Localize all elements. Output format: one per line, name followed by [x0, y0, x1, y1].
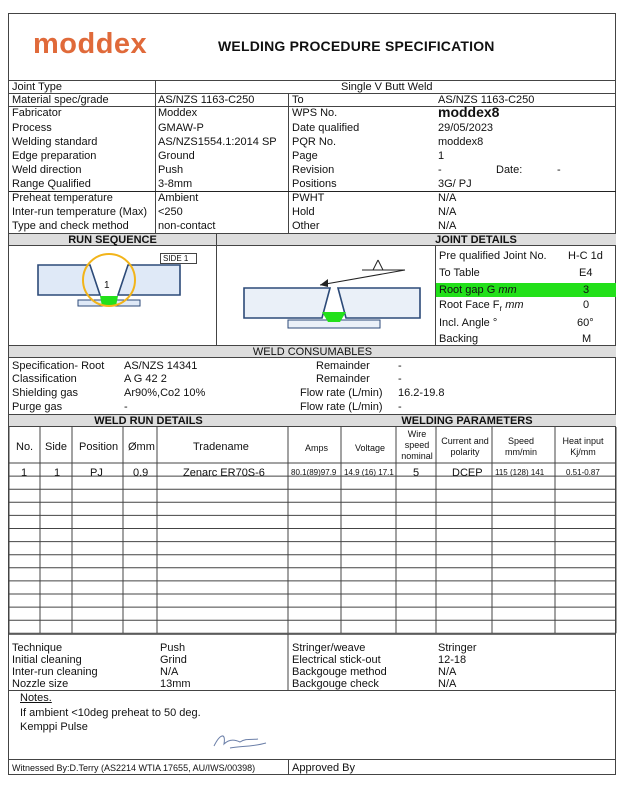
backing-label: Backing — [439, 333, 479, 345]
row-wire-speed: 5 — [413, 467, 420, 479]
row-heat-input: 0.51-0.87 — [566, 468, 600, 477]
range-label: Range Qualified — [12, 178, 91, 190]
remainder-2-value: - — [398, 373, 402, 385]
classification-value: A G 42 2 — [124, 373, 167, 385]
positions-label: Positions — [292, 178, 337, 190]
to-value: AS/NZS 1163-C250 — [438, 94, 535, 106]
root-face-value: 0 — [583, 299, 590, 311]
col-heat-input: Heat input Kj/mm — [562, 436, 604, 457]
notes-title: Notes. — [20, 692, 52, 704]
remainder-1-value: - — [398, 360, 402, 372]
incl-angle-value: 60° — [577, 317, 594, 329]
col-no: No. — [16, 441, 34, 453]
root-face-label: Root Face $F_r$ mm — [439, 299, 524, 314]
side-label: SIDE 1 — [160, 253, 197, 264]
joint-details-title: JOINT DETAILS — [216, 233, 616, 246]
purge-gas-value: - — [124, 401, 128, 413]
row-tradename: Zenarc ER70S-6 — [183, 467, 265, 479]
other-label: Other — [292, 220, 320, 232]
row-voltage: 14.9 (16) 17.1 — [344, 468, 394, 477]
process-label: Process — [12, 122, 52, 134]
weld-direction-label: Weld direction — [12, 164, 82, 176]
wps-no-value: moddex8 — [438, 104, 500, 120]
backgouge-method-label: Backgouge method — [292, 666, 387, 678]
signature-stroke — [214, 736, 266, 748]
row-current: DCEP — [452, 467, 483, 479]
backgouge-check-label: Backgouge check — [292, 678, 379, 690]
interrun-temp-label: Inter-run temperature (Max) — [12, 206, 148, 218]
hold-label: Hold — [292, 206, 315, 218]
classification-label: Classification — [12, 373, 77, 385]
shielding-gas-value: Ar90%,Co2 10% — [124, 387, 206, 399]
initial-cleaning-label: Initial cleaning — [12, 654, 82, 666]
page-label: Page — [292, 150, 318, 162]
check-method-value: non-contact — [158, 220, 216, 232]
row-position: PJ — [90, 467, 103, 479]
welding-parameters-title: WELDING PARAMETERS — [288, 414, 616, 427]
flow-rate-1-label: Flow rate (L/min) — [300, 387, 383, 399]
fabricator-value: Moddex — [158, 107, 198, 119]
wps-no-label: WPS No. — [292, 107, 338, 119]
run-number: 1 — [104, 280, 110, 291]
prequalified-label: Pre qualified Joint No. — [439, 250, 547, 262]
row-speed: 115 (128) 141 — [495, 468, 545, 477]
row-no: 1 — [21, 467, 28, 479]
root-gap-label: Root gap G mm — [439, 284, 517, 296]
incl-angle-label: Incl. Angle ° — [439, 317, 498, 329]
company-logo: moddex — [33, 28, 148, 60]
weld-consumables-title: WELD CONSUMABLES — [9, 345, 616, 358]
range-value: 3-8mm — [158, 178, 193, 190]
note-line: Kemppi Pulse — [20, 721, 88, 733]
standard-label: Welding standard — [12, 136, 98, 148]
check-method-label: Type and check method — [12, 220, 129, 232]
witnessed-by: Witnessed By:D.Terry (AS2214 WTIA 17655, AU/IWS/00398) — [12, 763, 256, 773]
stringer-label: Stringer/weave — [292, 642, 366, 654]
fabricator-label: Fabricator — [12, 107, 62, 119]
pwht-label: PWHT — [292, 192, 325, 204]
to-label: To — [292, 94, 304, 106]
backgouge-check-value: N/A — [438, 678, 457, 690]
signature — [210, 730, 270, 752]
technique-label: Technique — [12, 642, 63, 654]
hold-value: N/A — [438, 206, 457, 218]
col-speed: Speed mm/min — [505, 436, 537, 457]
stringer-value: Stringer — [438, 642, 477, 654]
note-line: If ambient <10deg preheat to 50 deg. — [20, 707, 201, 719]
pqr-no-value: moddex8 — [438, 136, 484, 148]
interrun-cleaning-value: N/A — [160, 666, 179, 678]
page-value: 1 — [438, 150, 445, 162]
stickout-label: Electrical stick-out — [292, 654, 381, 666]
col-wire-speed: Wire speed nominal — [401, 429, 433, 461]
col-diameter: Ømm — [128, 441, 155, 453]
flow-rate-1-value: 16.2-19.8 — [398, 387, 445, 399]
other-value: N/A — [438, 220, 457, 232]
to-table-value: E4 — [579, 267, 593, 279]
weld-direction-value: Push — [158, 164, 184, 176]
backing-value: M — [582, 333, 592, 345]
flow-rate-2-label: Flow rate (L/min) — [300, 401, 383, 413]
date-qualified-value: 29/05/2023 — [438, 122, 494, 134]
interrun-temp-value: <250 — [158, 206, 183, 218]
col-position: Position — [79, 441, 119, 453]
row-side: 1 — [54, 467, 61, 479]
revision-date-value: - — [557, 164, 561, 176]
pwht-value: N/A — [438, 192, 457, 204]
stickout-value: 12-18 — [438, 654, 467, 666]
backgouge-method-value: N/A — [438, 666, 457, 678]
root-gap-value: 3 — [583, 284, 590, 296]
prequalified-value: H-C 1d — [568, 250, 603, 262]
nozzle-size-label: Nozzle size — [12, 678, 69, 690]
standard-value: AS/NZS1554.1:2014 SP — [158, 136, 277, 148]
to-table-label: To Table — [439, 267, 480, 279]
pqr-no-label: PQR No. — [292, 136, 337, 148]
col-tradename: Tradename — [193, 441, 249, 453]
spec-root-value: AS/NZS 14341 — [124, 360, 198, 372]
row-amps: 80.1(89)97.9 — [291, 468, 337, 477]
edge-prep-value: Ground — [158, 150, 195, 162]
joint-type-value: Single V Butt Weld — [341, 81, 433, 93]
flow-rate-2-value: - — [398, 401, 402, 413]
shielding-gas-label: Shielding gas — [12, 387, 79, 399]
col-current-polarity: Current and polarity — [441, 436, 489, 457]
approved-by: Approved By — [292, 762, 355, 774]
revision-date-label: Date: — [496, 164, 523, 176]
nozzle-size-value: 13mm — [160, 678, 191, 690]
purge-gas-label: Purge gas — [12, 401, 63, 413]
remainder-2-label: Remainder — [316, 373, 370, 385]
interrun-cleaning-label: Inter-run cleaning — [12, 666, 98, 678]
joint-type-label: Joint Type — [12, 81, 62, 93]
process-value: GMAW-P — [158, 122, 204, 134]
row-diameter: 0.9 — [133, 467, 149, 479]
positions-value: 3G/ PJ — [438, 178, 472, 190]
col-amps: Amps — [305, 443, 329, 453]
material-value: AS/NZS 1163-C250 — [158, 94, 255, 106]
revision-label: Revision — [292, 164, 335, 176]
edge-prep-label: Edge preparation — [12, 150, 97, 162]
spec-root-label: Specification- Root — [12, 360, 105, 372]
date-qualified-label: Date qualified — [292, 122, 360, 134]
weld-run-details-title: WELD RUN DETAILS — [9, 414, 288, 427]
col-voltage: Voltage — [355, 443, 386, 453]
preheat-label: Preheat temperature — [12, 192, 113, 204]
col-side: Side — [45, 441, 68, 453]
material-label: Material spec/grade — [12, 94, 109, 106]
technique-value: Push — [160, 642, 186, 654]
document-title: WELDING PROCEDURE SPECIFICATION — [218, 38, 495, 54]
revision-value: - — [438, 164, 442, 176]
preheat-value: Ambient — [158, 192, 199, 204]
remainder-1-label: Remainder — [316, 360, 370, 372]
run-sequence-title: RUN SEQUENCE — [9, 233, 216, 246]
initial-cleaning-value: Grind — [160, 654, 187, 666]
